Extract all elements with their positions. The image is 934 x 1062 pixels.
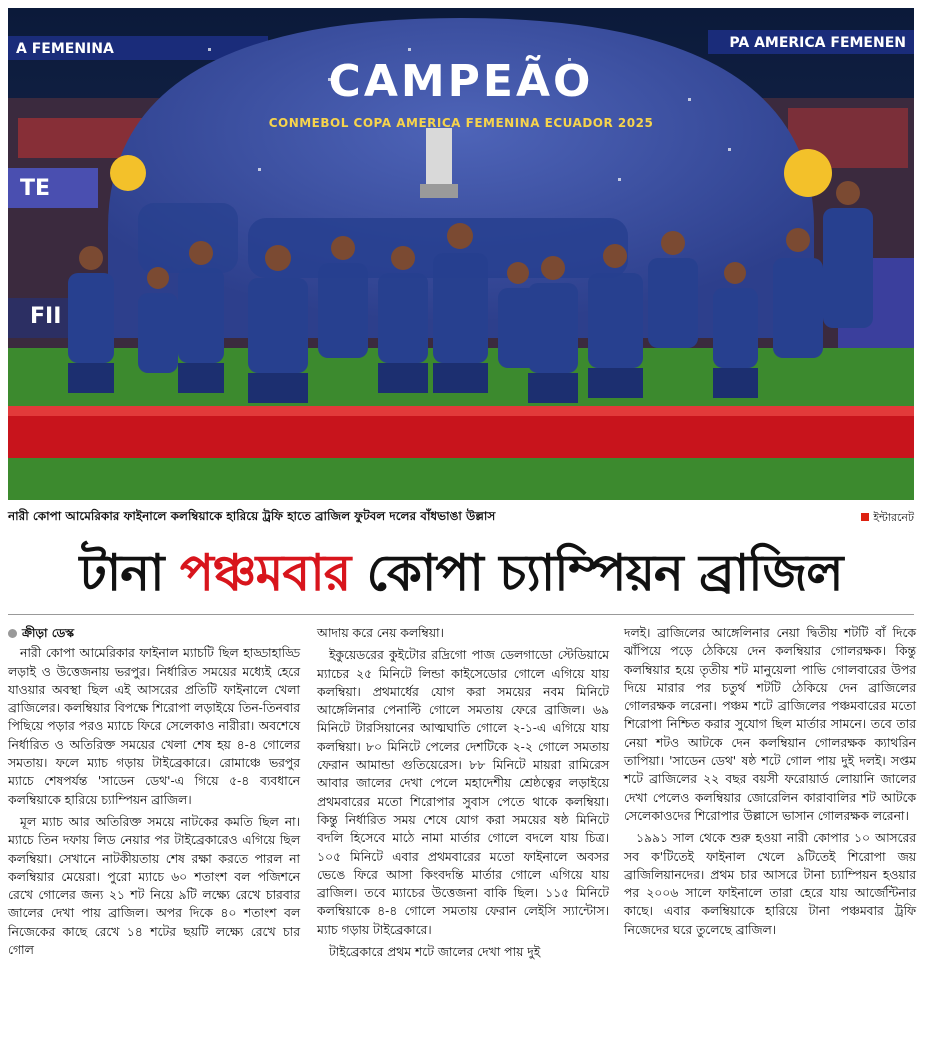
headline-part3: কোপা চ্যাম্পিয়ন ব্রাজিল (350, 544, 843, 602)
credit-text: ইন্টারনেট (873, 511, 914, 524)
byline-text: ক্রীড়া ডেস্ক (22, 626, 75, 640)
paragraph: ইকুয়েডরের কুইটোর রদ্রিগো পাজ ডেলগাডো স্টেডিয়ামে ম্যাচের ২৫ মিনিটে লিন্ডা কাইসেডোর গোলে এগিয়ে যায় কলম্বিয়া। প্রথমার্ধের যোগ করা সময়ের নবম মিনিটে আঙ্গেলিনার পেনাল্টি গোলে সমতায় ফেরে ব্রাজিল। ৬৯ মিনিটে টারসিয়ানের আত্মঘাতি গোলে ২-১-এ এগিয়ে যায় কলম্বিয়া। ৮০ মিনিটে পেলের দেশটিকে ২-২ গোলে সমতায় ফেরান আমান্ডা গুতিয়েরেস। ৮৮ মিনিটে মায়রা রামিরেস আবার জালের দেখা পেলে মহাদেশীয় শ্রেষ্ঠত্বের লড়াইয়ে প্রথমবারের মতো শিরোপার সুবাস পেতে থাকে কলম্বিয়া। কিন্তু নির্ধারিত সময় শেষে যোগ করা সময়ের ষষ্ঠ মিনিটে বদলি হিসেবে মাঠে নামা মার্তার গোলে বদলে যায় চিত্র। ১০৫ মিনিটে এবার প্রথমবারের মতো ফাইনালে অবসর ভেঙে ফিরে আসা কিংবদন্তি মার্তার গোলে এগিয়ে যায় ব্রাজিল। তবে ম্যাচের উত্তেজনা বাকি ছিল। ১১৫ মিনিটে কলম্বিয়াকে ৪-৪ গোলে সমতায় ফেরান লেইসি স্যান্টোস। ম্যাচ গড়ায় টাইব্রেকারে। (317, 648, 609, 937)
paragraph: টাইব্রেকারে প্রথম শটে জালের দেখা পায় দুই (329, 945, 541, 960)
stadium-banner-right: PA AMERICA FEMENEN (721, 32, 914, 54)
paragraph: দলই। ব্রাজিলের আঙ্গেলিনার নেয়া দ্বিতীয় শটটি বাঁ দিকে ঝাঁপিয়ে পড়ে ঠেকিয়ে দেন কলম্বিয়ার গোলরক্ষক। কিন্তু কলম্বিয়ার হয়ে তৃতীয় শট মানুয়েলা পাভি গোলবারের উপর দিয়ে মারার পর চতুর্থ শটটি ঠেকিয়ে দেন ব্রাজিলের গোলরক্ষক লরেনা। পঞ্চম শটে ব্রাজিলের পঞ্চমবারের মতো শিরোপা নিশ্চিত করার সুযোগ ছিল মার্তার সামনে। তবে তার নেয়া শটও আটকে দেন কলম্বিয়ান গোলরক্ষক ক্যাথরিন তাপিয়া। 'সাডেন ডেথ' ষষ্ঠ শটে গোল পায় দুই দলই। সপ্তম শটে ব্রাজিলের ২২ বছর বয়সী ফরোয়ার্ড লোয়ানি জালের দেখা পেলেও কলম্বিয়ার জোরেলিন কারাবালির শট আটকে সেলেকাওদের শিরোপার উল্লাসে ভাসান গোলরক্ষক লরেনা। (624, 626, 916, 823)
arch-title: CAMPEÃO (328, 56, 594, 107)
paragraph: মূল ম্যাচ আর অতিরিক্ত সময়ে নাটকের কমতি ছিল না। ম্যাচে তিন দফায় লিড নেয়ার পর টাইব্রেকারেও এগিয়ে ছিল কলম্বিয়া। সেখানে নাটকীয়তায় শেষ রক্ষা করতে পারল না কলম্বিয়ার মেয়েরা। পুরো ম্যাচে ৬০ শতাংশ বল পজিশনে রেখে গোলের জন্য ২১ শট নিয়ে ৯টি লক্ষ্যে রেখে চারবার জালের দেখা পায় ব্রাজিল। অপর দিকে ৪০ শতাংশ বল নিজেকের কাছে রেখে ১৪ শটের ছয়টি লক্ষ্যে রেখে চার গোল (8, 814, 300, 958)
photo-credit (861, 509, 914, 528)
bullet-icon (8, 629, 17, 638)
paragraph: নারী কোপা আমেরিকার ফাইনাল ম্যাচটি ছিল হাড্ডাহাড্ডি লড়াই ও উত্তেজনায় ভরপুর। নির্ধারিত সময়ের মধ্যেই হেরে যাওয়ার অবস্থা ছিল এই আসরের প্রতিটি ফাইনালে খেলা ব্রাজিলের। কলম্বিয়ার বিপক্ষে শিরোপা লড়াইয়ে তিন-তিনবার পিছিয়ে পড়ার পরও ম্যাচে ফিরে সেলেকাও নারীরা। অবশেষে নির্ধারিত ও অতিরিক্ত সময়ের খেলা শেষ হয় ৪-৪ গোলের সমতায়। ফলে ম্যাচ গড়ায় টাইব্রেকারে। রোমাঞ্চে ভরপুর ম্যাচে শেষপর্যন্ত 'সাডেন ডেথ'-এ গিয়ে ৫-৪ ব্যবধানে কলম্বিয়াকে হারিয়ে চ্যাম্পিয়ন ব্রাজিল। (8, 646, 300, 807)
paragraph: আদায় করে নেয় কলম্বিয়া। (317, 626, 444, 640)
headline-highlight: পঞ্চমবার (179, 544, 351, 602)
article-column-2 (317, 624, 609, 965)
photo-caption-row (8, 506, 914, 530)
photo-caption: নারী কোপা আমেরিকার ফাইনালে কলম্বিয়াকে হারিয়ে ট্রফি হাতে ব্রাজিল ফুটবল দলের বাঁধভাঙা উল্লাস (8, 509, 496, 523)
article-column-1 (8, 624, 300, 963)
arch-subtitle: CONMEBOL COPA AMERICA FEMENINA ECUADOR 2025 (268, 116, 654, 130)
side-ad-text: TE (20, 176, 51, 201)
paragraph: ১৯৯১ সাল থেকে শুরু হওয়া নারী কোপার ১০ আসরের সব ক'টিতেই ফাইনাল খেলে ৯টিতেই শিরোপা জয় ব্রাজিলিয়ানদের। প্রথম চার আসরে টানা চ্যাম্পিয়ন হওয়ার পর ২০০৬ সালে ফাইনালে তারা হেরে যায় আর্জেন্টিনার কাছে। এবার কলম্বিয়াকে হারিয়ে টানা পঞ্চমবার ট্রফি নিজেদের ঘরে তুলেছে ব্রাজিল। (624, 831, 916, 937)
byline (8, 624, 300, 642)
celebration-photo (8, 8, 914, 500)
stadium-banner-left: A FEMENINA (8, 38, 122, 60)
headline-part1: টানা (79, 544, 180, 602)
credit-square-icon (861, 513, 869, 521)
article-column-3 (624, 624, 916, 943)
side-ad-text-low: FII (30, 304, 62, 329)
divider (8, 614, 914, 615)
headline (8, 538, 914, 608)
